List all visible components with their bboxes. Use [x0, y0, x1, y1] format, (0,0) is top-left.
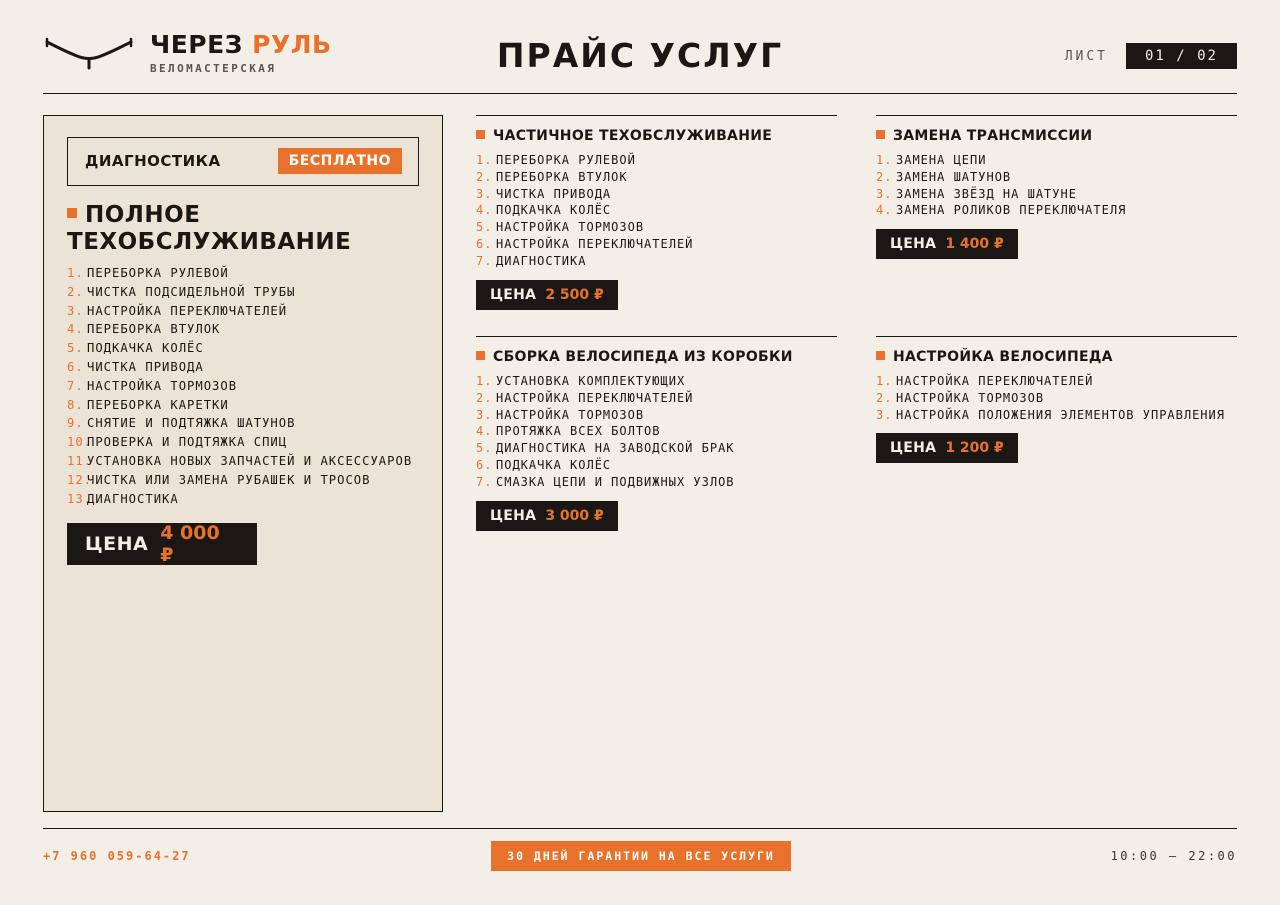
list-item: [67, 396, 412, 415]
item-number: 9.: [67, 416, 84, 431]
list-item: [476, 236, 837, 253]
item-text: ЧИСТКА ПРИВОДА: [87, 359, 204, 374]
square-bullet-icon: [876, 130, 885, 139]
service-list: [476, 152, 837, 270]
item-text: ПЕРЕБОРКА ВТУЛОК: [87, 322, 221, 337]
price-value: 4 000 ₽: [160, 522, 220, 566]
square-bullet-icon: [67, 208, 77, 218]
item-text: ПОДКАЧКА КОЛЁС: [496, 203, 612, 218]
item-number: 1.: [476, 153, 493, 167]
list-item: [67, 414, 412, 433]
item-text: ЧИСТКА ПОДСИДЕЛЬНОЙ ТРУБЫ: [87, 284, 296, 299]
list-item: [476, 373, 837, 390]
list-item: [476, 219, 837, 236]
list-item: [476, 186, 837, 203]
diagnostics-box: [67, 137, 419, 186]
item-text: УСТАНОВКА НОВЫХ ЗАПЧАСТЕЙ И АКСЕССУАРОВ: [87, 453, 413, 468]
list-item: [476, 474, 837, 491]
price-value: 3 000 ₽: [545, 507, 604, 524]
item-number: 3.: [476, 407, 493, 422]
item-text: ЗАМЕНА РОЛИКОВ ПЕРЕКЛЮЧАТЕЛЯ: [896, 203, 1127, 218]
item-text: НАСТРОЙКА ПЕРЕКЛЮЧАТЕЛЕЙ: [896, 374, 1094, 388]
item-text: ДИАГНОСТИКА НА ЗАВОДСКОЙ БРАК: [496, 441, 735, 456]
list-item: [476, 457, 837, 474]
item-text: НАСТРОЙКА ТОРМОЗОВ: [496, 407, 645, 422]
working-hours: 10:00 — 22:00: [1110, 849, 1237, 863]
item-text: НАСТРОЙКА ТОРМОЗОВ: [496, 220, 645, 235]
item-number: 4.: [67, 322, 84, 337]
footer: [43, 828, 1237, 878]
service-price: [876, 229, 1018, 259]
item-number: 12.: [67, 472, 93, 487]
item-number: 1.: [476, 374, 493, 388]
item-number: 4.: [476, 203, 493, 218]
service-title-text: ЗАМЕНА ТРАНСМИССИИ: [893, 128, 1093, 144]
item-number: 8.: [67, 397, 84, 412]
list-item: [67, 302, 412, 321]
list-item: [67, 283, 412, 302]
brand-name-main: ЧЕРЕЗ: [150, 30, 243, 59]
list-item: [67, 339, 412, 358]
brand-subtitle: ВЕЛОМАСТЕРСКАЯ: [150, 62, 277, 75]
item-number: 5.: [476, 220, 493, 235]
item-number: 3.: [876, 407, 893, 422]
item-number: 6.: [476, 457, 493, 472]
diagnostics-label: ДИАГНОСТИКА: [85, 152, 221, 170]
list-item: [67, 452, 412, 471]
service-list: [476, 373, 837, 491]
item-text: ДИАГНОСТИКА: [496, 253, 587, 268]
item-text: ДИАГНОСТИКА: [87, 491, 179, 506]
brand-name-accent: РУЛЬ: [252, 30, 332, 59]
list-item: [476, 390, 837, 407]
list-item: [476, 253, 837, 270]
phone-number[interactable]: +7 960 059-64-27: [43, 849, 191, 863]
full-service-title: [67, 202, 351, 256]
item-text: НАСТРОЙКА ТОРМОЗОВ: [87, 378, 238, 393]
item-text: СНЯТИЕ И ПОДТЯЖКА ШАТУНОВ: [87, 416, 296, 431]
list-item: [67, 433, 412, 452]
sheet-number: 01 / 02: [1126, 43, 1237, 69]
full-service-title-line2: ТЕХОБСЛУЖИВАНИЕ: [67, 229, 352, 255]
header: [43, 28, 1237, 94]
square-bullet-icon: [476, 351, 485, 360]
list-item: [67, 377, 412, 396]
list-item: [67, 320, 412, 339]
item-text: НАСТРОЙКА ПЕРЕКЛЮЧАТЕЛЕЙ: [496, 236, 694, 251]
item-number: 7.: [67, 378, 84, 393]
item-number: 3.: [67, 303, 84, 318]
item-text: ПРОТЯЖКА ВСЕХ БОЛТОВ: [496, 424, 661, 439]
price-label: ЦЕНА: [85, 533, 149, 555]
item-text: УСТАНОВКА КОМПЛЕКТУЮЩИХ: [496, 374, 686, 388]
item-number: 4.: [876, 203, 893, 218]
list-item: [876, 186, 1237, 203]
item-text: ПЕРЕБОРКА РУЛЕВОЙ: [87, 266, 229, 280]
service-block-assembly: [476, 336, 837, 531]
service-title: [876, 128, 1237, 144]
item-number: 1.: [876, 374, 893, 388]
item-text: НАСТРОЙКА ТОРМОЗОВ: [896, 390, 1045, 405]
price-label: ЦЕНА: [490, 286, 537, 303]
item-text: НАСТРОЙКА ПЕРЕКЛЮЧАТЕЛЕЙ: [496, 390, 694, 405]
list-item: [876, 169, 1237, 186]
item-number: 10.: [67, 435, 93, 450]
page-title: ПРАЙС УСЛУГ: [496, 36, 784, 75]
item-number: 3.: [476, 186, 493, 201]
service-list: [876, 152, 1237, 219]
warranty-badge: 30 ДНЕЙ ГАРАНТИИ НА ВСЕ УСЛУГИ: [491, 841, 791, 871]
item-number: 2.: [476, 169, 493, 184]
list-item: [67, 471, 412, 490]
price-label: ЦЕНА: [890, 440, 937, 457]
square-bullet-icon: [476, 130, 485, 139]
price-label: ЦЕНА: [490, 507, 537, 524]
list-item: [476, 423, 837, 440]
item-number: 7.: [476, 253, 493, 268]
service-block-tuning: [876, 336, 1237, 463]
list-item: [876, 152, 1237, 169]
item-number: 2.: [476, 390, 493, 405]
item-text: НАСТРОЙКА ПОЛОЖЕНИЯ ЭЛЕМЕНТОВ УПРАВЛЕНИЯ: [896, 407, 1225, 422]
full-service-list: [67, 264, 412, 508]
service-price: [476, 280, 618, 310]
item-text: ПОДКАЧКА КОЛЁС: [87, 341, 204, 356]
item-text: ПОДКАЧКА КОЛЁС: [496, 457, 612, 472]
service-title-text: НАСТРОЙКА ВЕЛОСИПЕДА: [893, 349, 1113, 365]
full-service-price: [67, 523, 257, 565]
diagnostics-free-badge: БЕСПЛАТНО: [278, 148, 402, 174]
service-title: [876, 349, 1237, 365]
list-item: [876, 407, 1237, 424]
item-text: ЧИСТКА ИЛИ ЗАМЕНА РУБАШЕК И ТРОСОВ: [87, 472, 371, 487]
full-service-title-line1: ПОЛНОЕ: [85, 202, 201, 228]
item-number: 1.: [876, 153, 893, 167]
item-text: ЗАМЕНА ШАТУНОВ: [896, 169, 1012, 184]
item-number: 6.: [67, 359, 84, 374]
item-text: СМАЗКА ЦЕПИ И ПОДВИЖНЫХ УЗЛОВ: [496, 474, 735, 489]
item-text: ЧИСТКА ПРИВОДА: [496, 186, 612, 201]
item-text: НАСТРОЙКА ПЕРЕКЛЮЧАТЕЛЕЙ: [87, 303, 288, 318]
full-service-card: [43, 115, 443, 812]
item-number: 1.: [67, 266, 84, 280]
price-value: 1 200 ₽: [945, 440, 1004, 457]
service-price: [476, 501, 618, 531]
price-value: 2 500 ₽: [545, 286, 604, 303]
price-value: 1 400 ₽: [945, 236, 1004, 253]
item-number: 2.: [67, 284, 84, 299]
list-item: [876, 202, 1237, 219]
item-text: ПРОВЕРКА И ПОДТЯЖКА СПИЦ: [87, 435, 288, 450]
item-number: 5.: [476, 441, 493, 456]
item-number: 2.: [876, 390, 893, 405]
item-number: 2.: [876, 169, 893, 184]
sheet-label: ЛИСТ: [1064, 48, 1108, 64]
list-item: [476, 407, 837, 424]
list-item: [476, 440, 837, 457]
square-bullet-icon: [876, 351, 885, 360]
list-item: [476, 152, 837, 169]
list-item: [876, 373, 1237, 390]
item-text: ПЕРЕБОРКА КАРЕТКИ: [87, 397, 229, 412]
list-item: [476, 202, 837, 219]
item-number: 5.: [67, 341, 84, 356]
list-item: [876, 390, 1237, 407]
service-title-text: СБОРКА ВЕЛОСИПЕДА ИЗ КОРОБКИ: [493, 349, 793, 365]
service-title-text: ЧАСТИЧНОЕ ТЕХОБСЛУЖИВАНИЕ: [493, 128, 773, 144]
list-item: [67, 358, 412, 377]
service-list: [876, 373, 1237, 423]
item-text: ПЕРЕБОРКА ВТУЛОК: [496, 169, 628, 184]
service-block-transmission: [876, 115, 1237, 259]
service-block-partial: [476, 115, 837, 310]
item-number: 4.: [476, 424, 493, 439]
service-title: [476, 128, 837, 144]
item-text: ПЕРЕБОРКА РУЛЕВОЙ: [496, 153, 636, 167]
list-item: [476, 169, 837, 186]
item-text: ЗАМЕНА ЗВЁЗД НА ШАТУНЕ: [896, 186, 1077, 201]
item-number: 11.: [67, 453, 93, 468]
item-number: 6.: [476, 236, 493, 251]
item-number: 13.: [67, 491, 93, 506]
price-label: ЦЕНА: [890, 236, 937, 253]
service-title: [476, 349, 837, 365]
list-item: [67, 264, 412, 283]
item-number: 3.: [876, 186, 893, 201]
item-number: 7.: [476, 474, 493, 489]
item-text: ЗАМЕНА ЦЕПИ: [896, 153, 987, 167]
sheet-indicator: [1065, 43, 1237, 69]
list-item: [67, 490, 412, 509]
service-price: [876, 433, 1018, 463]
